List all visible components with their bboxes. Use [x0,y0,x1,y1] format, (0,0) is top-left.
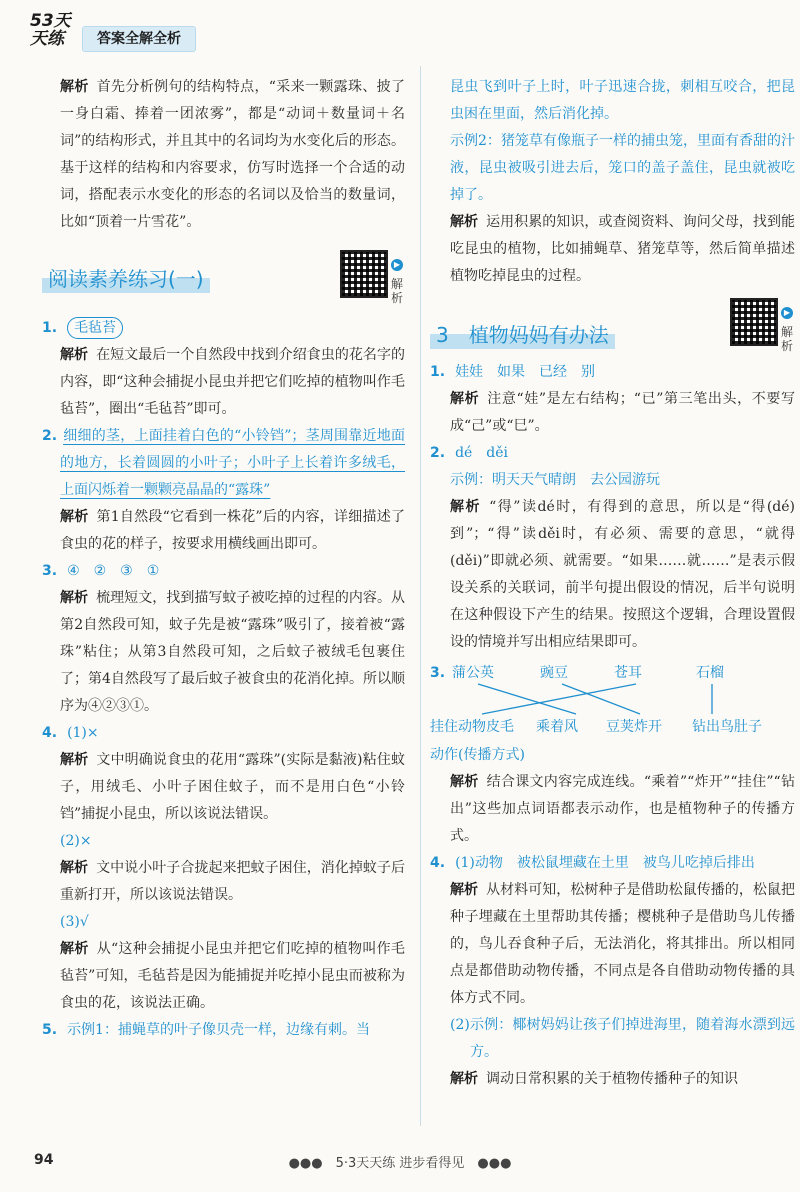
match-bottom-2: 乘着风 [536,719,578,735]
q4-part2-analysis [60,855,405,909]
q5-answer-cont: 昆虫飞到叶子上时，叶子迅速合拢，刺相互咬合，把昆虫困在里面，然后消化掉。 [450,79,795,122]
section-number: 3 [436,322,449,347]
q-number: 4. [430,855,446,871]
q3-analysis [60,585,405,720]
header-badge: 答案全解全析 [82,26,196,52]
q3-answer [42,558,405,585]
analysis-text: 从“这种会捕捉小昆虫并把它们吃掉的植物叫作毛毡苔”可知，毛毡苔是因为能捕捉并吃掉小昆虫而被称为食虫的花，该说法正确。 [60,941,406,1011]
match-bottom-3: 豆荚炸开 [606,719,662,735]
footer-slogan: ●●● 5·3天天练 进步看得见 ●●● [288,1156,512,1171]
analysis-text: 首先分析例句的结构特点，“采来一颗露珠、披了一身白霜、捧着一团浓雾”，都是“动词＋数量词＋名词”的结构形式，并且其中的名词均为水变化后的形态。基于这样的结构和内容要求，仿写时选择一个合适的动词，搭配表示水变化的形态的名词以及恰当的数量词，比如“顶着一片雪花”。 [60,79,406,230]
analysis-tag: 解析 [450,882,479,898]
play-icon: ▶ [781,307,793,319]
q-number: 2. [42,428,58,444]
r-q2-pinyin [430,440,795,467]
answer-text: 细细的茎，上面挂着白色的“小铃铛”；茎周围靠近地面的地方，长着圆圆的小叶子；小叶子上长着许多绒毛，上面闪烁着一颗颗亮晶晶的“露珠” [60,428,405,498]
intro-analysis [60,74,405,236]
r-q3-analysis [450,769,795,850]
analysis-tag: 解析 [450,391,480,407]
right-column [430,74,796,1093]
answer-text: (1)× [67,725,99,741]
q-number: 3. [42,563,58,579]
q-number: 5. [42,1022,58,1038]
answer-text: 示例1：捕蝇草的叶子像贝壳一样，边缘有刺。当 [67,1022,370,1038]
qr-code-icon[interactable] [340,250,388,298]
analysis-tag: 解析 [60,347,89,363]
analysis-text: 调动日常积累的关于植物传播种子的知识 [486,1071,738,1087]
analysis-text: 在短文最后一个自然段中找到介绍食虫的花名字的内容，即“这种会捕捉小昆虫并把它们吃掉的植物叫作毛毡苔”，圈出“毛毡苔”即可。 [60,347,406,417]
match-bottom-1: 挂住动物皮毛 [430,719,514,735]
q5-analysis [450,209,795,290]
qr-code-icon[interactable] [730,298,778,346]
analysis-tag: 解析 [60,860,89,876]
section-title-text [430,322,615,349]
match-line [482,684,636,714]
q2-analysis [60,504,405,558]
answer-text: dé děi [455,445,509,461]
q4-part1-analysis [60,747,405,828]
analysis-text: 结合课文内容完成连线。“乘着”“炸开”“挂住”“钻出”这些加点词语都表示动作，也是植物种子的传播方式。 [450,774,796,844]
analysis-text: 文中明确说食虫的花用“露珠”(实际是黏液)粘住蚊子，用绒毛、小叶子困住蚊子，而不是用白色“小铃铛”捕捉小昆虫，所以该说法错误。 [60,752,405,822]
match-top-1: 蒲公英 [452,665,494,681]
q-number: 4. [42,725,58,741]
analysis-tag: 解析 [450,499,482,515]
analysis-tag: 解析 [60,590,89,606]
page-footer [0,1146,800,1176]
q-number: 2. [430,445,446,461]
match-top-3: 苍耳 [614,665,642,681]
analysis-tag: 解析 [450,774,479,790]
analysis-tag: 解析 [60,752,89,768]
r-q4-analysis [450,877,795,1012]
matching-exercise [430,660,795,742]
section-title-text: 阅读素养练习(一) [42,266,210,293]
analysis-text: 运用积累的知识，或查阅资料、询问父母，找到能吃昆虫的植物，比如捕蝇草、猪笼草等，然后简单描述植物吃掉昆虫的过程。 [450,214,796,284]
analysis-tag: 解析 [450,214,479,230]
page-number: 94 [34,1152,54,1168]
analysis-tag: 解析 [60,941,89,957]
page-header [0,0,800,62]
column-divider [420,66,421,1126]
analysis-tag: 解析 [60,79,89,95]
analysis-text: 梳理短文，找到描写蚊子被吃掉的过程的内容。从第2自然段可知，蚊子先是被“露珠”吸引了，接着被“露珠”粘住；从第3自然段可知，之后蚊子被绒毛包裹住了；第4自然段写了最后蚊子被食虫的花消化掉。所以顺序为④②③①。 [60,590,406,714]
answer-text: 娃娃 如果 已经 别 [455,364,596,380]
r-q4-part1 [430,850,795,877]
r-q4-analysis2 [450,1066,795,1093]
q1-analysis [60,342,405,423]
q2-answer [42,423,405,504]
analysis-text: 从材料可知，松树种子是借助松鼠传播的，松鼠把种子埋藏在土里帮助其传播；樱桃种子是借助鸟儿传播的，鸟儿吞食种子后，无法消化，将其排出。所以相同点是都借助动物传播，不同点是各自借助动物传播的具体方式不同。 [450,882,796,1006]
play-icon: ▶ [391,259,403,271]
q5-answer-start [42,1017,405,1044]
q5-example2: 示例2：猪笼草有像瓶子一样的捕虫笼，里面有香甜的汁液，昆虫被吸引进去后，笼口的盖子盖住，昆虫就被吃掉了。 [450,133,795,203]
answer-text: 毛毡苔 [67,317,123,339]
q1-answer [42,315,405,342]
analysis-text: 文中说小叶子合拢起来把蚊子困住，消化掉蚊子后重新打开，所以该说法错误。 [60,860,406,903]
q-number: 1. [430,364,446,380]
answer-text: (1)动物 被松鼠埋藏在土里 被鸟儿吃掉后排出 [455,855,755,871]
left-column [42,74,406,1044]
brand-logo: 53天天练 [30,11,71,49]
r-q4-part2: (2)示例：椰树妈妈让孩子们掉进海里，随着海水漂到远方。 [450,1017,795,1060]
q4-part3: (3)√ [60,914,89,930]
section-title-reading [42,264,210,294]
r-q1-analysis [450,386,795,440]
r-q1-answer [430,359,795,386]
r-q2-example: 示例：明天天气晴朗 去公园游玩 [450,472,660,488]
match-line [562,684,640,714]
match-note: 动作(传播方式) [430,747,525,763]
match-top-4: 石榴 [696,665,724,681]
qr-label: 解析 [781,325,794,353]
match-bottom-4: 钻出鸟肚子 [692,719,762,735]
match-top-2: 豌豆 [540,665,568,681]
r-q2-analysis [450,494,795,656]
q4-part2: (2)× [60,833,92,849]
analysis-text: 注意“娃”是左右结构；“已”第三笔出头，不要写成“己”或“巳”。 [450,391,795,434]
analysis-tag: 解析 [450,1071,478,1087]
analysis-text: “得”读dé时，有得到的意思，所以是“得(dé)到”；“得”读děi时，有必须、需要的意思，“就得(děi)”即就必须、就需要。“如果……就……”是表示假设关系的关联词，前半句提出假设的情况，后半句说明在这种假设下产生的结果。按照这个逻辑，合理设置假设的情境并写出相应结果即可。 [450,499,796,650]
q4-part1 [42,720,405,747]
section-name: 植物妈妈有办法 [468,322,609,347]
q-number: 1. [42,320,58,336]
answer-text: ④ ② ③ ① [67,563,160,579]
q-number: 3. [430,665,446,681]
analysis-text: 第1自然段“它看到一株花”后的内容，详细描述了食虫的花的样子，按要求用横线画出即可。 [60,509,405,552]
analysis-tag: 解析 [60,509,89,525]
section-title-lesson [430,320,615,350]
qr-label: 解析 [391,277,404,305]
q4-part3-analysis [60,936,405,1017]
